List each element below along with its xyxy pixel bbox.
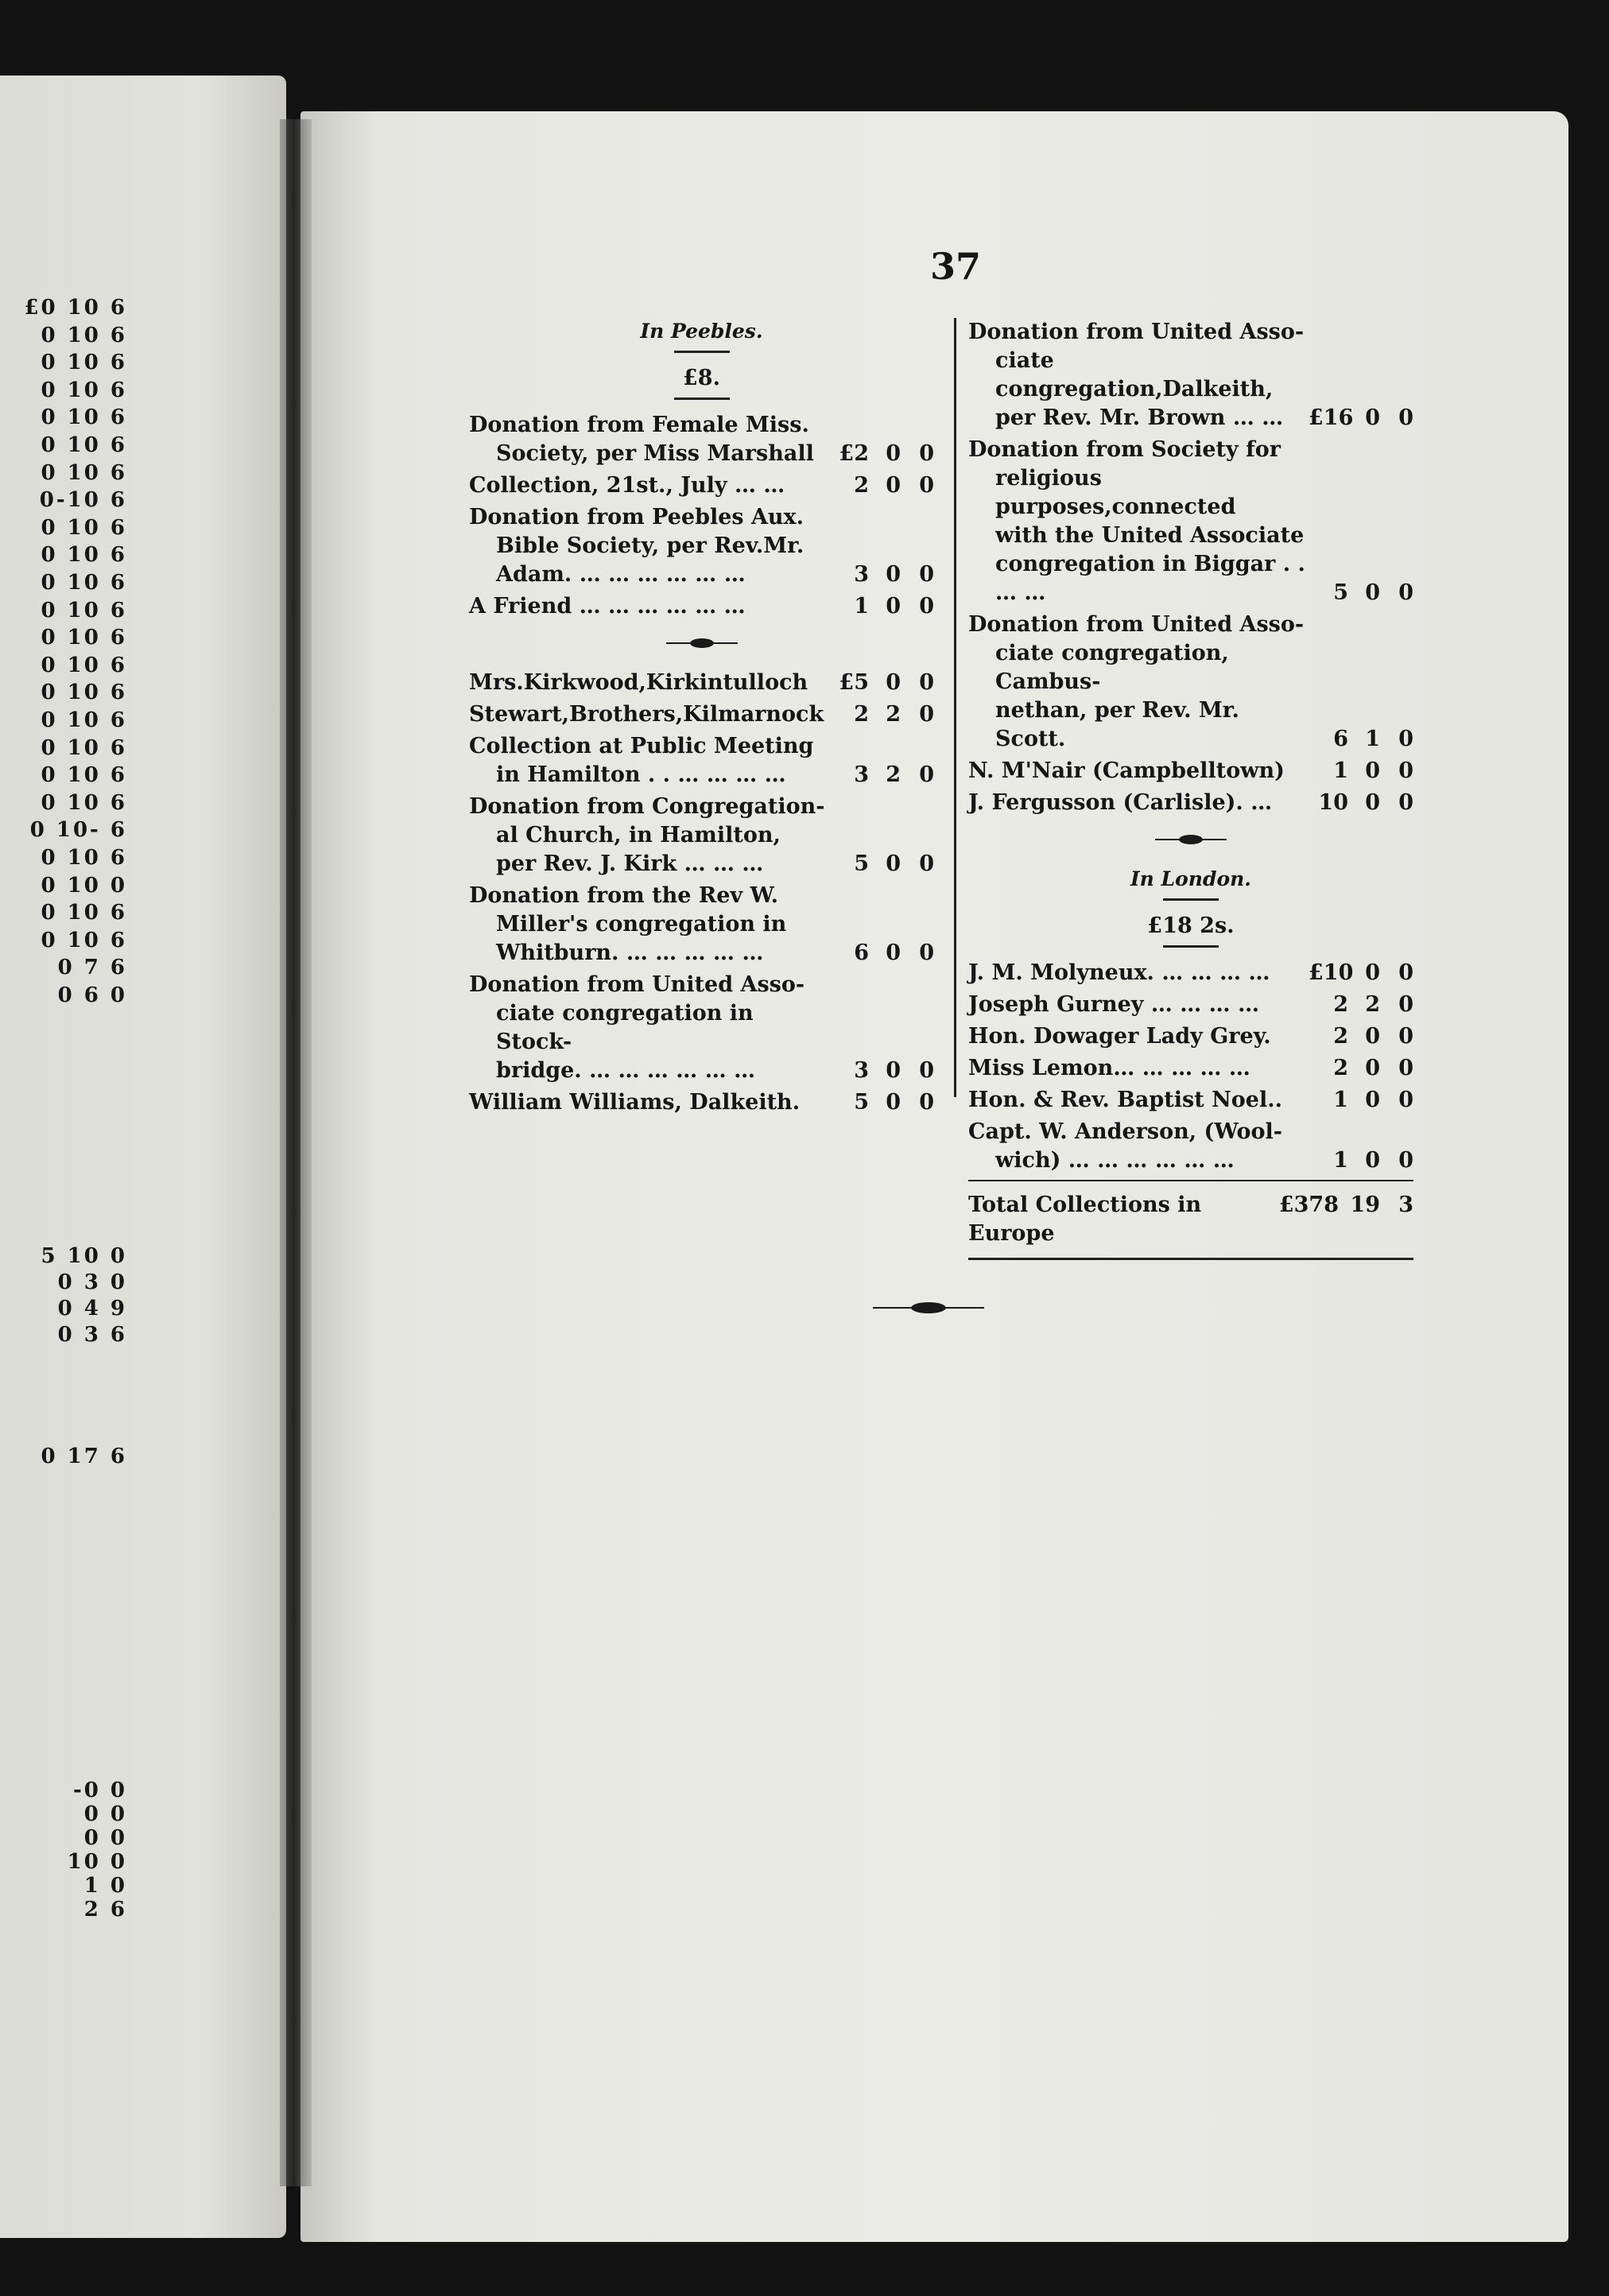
entry-description: [968, 959, 1309, 987]
entry-line: Donation from Female Miss.: [469, 413, 809, 437]
amount-shillings: 0: [1365, 758, 1380, 783]
entry-amount: [1309, 1054, 1413, 1083]
ledger-entry: [469, 732, 934, 789]
stub-amount: [0, 516, 127, 540]
amount-pounds: £378: [1278, 1193, 1339, 1217]
amount-pence: 0: [919, 473, 934, 498]
entry-description: [469, 971, 829, 1085]
amount-shillings: 0: [1365, 1148, 1380, 1173]
ledger-entry: [968, 1054, 1413, 1083]
entry-amount: [1309, 579, 1413, 607]
amount-pence: 0: [1398, 1024, 1413, 1049]
entry-line: Donation from Congregation-: [469, 794, 825, 819]
ledger-entry: [469, 793, 934, 878]
section-subtotal-london: £18 2s.: [1147, 913, 1235, 938]
entry-line: J. Fergusson (Carlisle). …: [968, 790, 1273, 815]
entry-amount: [829, 592, 934, 621]
amount-pounds: 3: [854, 562, 869, 587]
entry-line: Joseph Gurney … … … …: [968, 992, 1260, 1017]
stub-amount: [0, 626, 127, 650]
amount-pence: 0: [919, 562, 934, 587]
london-entry-list: [968, 959, 1413, 1175]
stub-amount: [0, 681, 127, 704]
amount-pence: 0: [1398, 790, 1413, 815]
entry-description: [968, 757, 1309, 785]
entry-description: [968, 991, 1309, 1019]
stub-amount: [0, 983, 127, 1007]
amount-shillings: 1: [1365, 727, 1380, 751]
stub-amount-text: 0 10 6: [41, 323, 127, 347]
page-number: 37: [930, 245, 982, 288]
entry-description: [968, 611, 1309, 754]
entry-amount: [1309, 725, 1413, 754]
amount-shillings: 0: [886, 1090, 901, 1115]
stub-amount-text: 0 4 9: [57, 1297, 127, 1321]
amount-pence: 0: [919, 702, 934, 727]
amount-pounds: 10: [1318, 790, 1348, 815]
amount-shillings: 0: [886, 670, 901, 695]
stub-amount: [0, 1244, 127, 1268]
donation-entry-list: [469, 669, 934, 1117]
amount-pence: 0: [919, 941, 934, 965]
stub-amount: [0, 1874, 127, 1898]
stub-amount-text: 0 6 0: [57, 983, 127, 1007]
amount-pence: 0: [1398, 727, 1413, 751]
stub-amount-text: 1 0: [83, 1874, 127, 1898]
stub-amount-text: 0 7 6: [57, 956, 127, 980]
entry-line: Society, per Miss Marshall: [496, 441, 814, 466]
stub-amount-text: -0 0: [72, 1778, 127, 1802]
amount-pence: 0: [1398, 960, 1413, 985]
stub-amount-text: 0 10 6: [41, 598, 127, 622]
entry-amount: [829, 669, 934, 697]
amount-shillings: 0: [1365, 580, 1380, 605]
stub-amount-text: 0 10 6: [41, 790, 127, 815]
entry-line: Donation from United Asso-: [469, 972, 805, 997]
amount-pence: 0: [919, 1090, 934, 1115]
amount-pounds: £10: [1309, 960, 1354, 985]
entry-line: in Hamilton . . … … … …: [496, 762, 786, 787]
amount-shillings: 0: [1365, 790, 1380, 815]
grand-total-row: [968, 1191, 1413, 1248]
entry-line: Adam. … … … … … …: [496, 562, 746, 587]
stub-amount: [0, 571, 127, 595]
stub-amount-text: 0 3 0: [57, 1270, 127, 1294]
entry-line: congregation in Biggar . . … …: [995, 552, 1305, 605]
subtotal-rule: [1163, 945, 1219, 948]
amount-shillings: 0: [886, 594, 901, 619]
entry-line: Miss Lemon… … … … …: [968, 1056, 1250, 1080]
stub-amount: [0, 378, 127, 402]
amount-pounds: £5: [839, 670, 869, 695]
stub-amount-text: 0 10 6: [41, 571, 127, 595]
amount-pounds: 1: [854, 594, 869, 619]
ledger-entry: [968, 1022, 1413, 1051]
entry-line: bridge. … … … … … …: [496, 1058, 756, 1083]
ledger-entry: [469, 471, 934, 500]
amount-pence: 0: [1398, 580, 1413, 605]
entry-description: [469, 793, 829, 878]
amount-pence: 0: [1398, 992, 1413, 1017]
stub-amount-text: 0 10 6: [41, 846, 127, 870]
ledger-entry: [968, 1086, 1413, 1115]
entry-amount: [1309, 991, 1413, 1019]
amount-pounds: 3: [854, 1058, 869, 1083]
stub-amount-text: 0 3 6: [57, 1323, 127, 1347]
amount-pounds: 2: [854, 702, 869, 727]
entry-line: Bible Society, per Rev.Mr.: [496, 533, 804, 558]
entry-line: ciate congregation, Cambus-: [995, 641, 1229, 694]
donation-entry-list-right: [968, 318, 1413, 817]
amount-pence: 0: [1398, 1088, 1413, 1112]
stub-amount-text: 2 6: [83, 1898, 127, 1922]
stub-amount: [0, 736, 127, 760]
stub-amount-text: 0 10 6: [41, 515, 127, 540]
entry-line: Collection at Public Meeting: [469, 734, 814, 758]
amount-pence: 0: [919, 670, 934, 695]
entry-description: [968, 1054, 1309, 1083]
entry-amount: [1309, 757, 1413, 785]
entry-amount: [1309, 789, 1413, 817]
entry-line: Hon. Dowager Lady Grey.: [968, 1024, 1271, 1049]
entry-description: [968, 1086, 1309, 1115]
section-subtotal-peebles: £8.: [683, 366, 720, 390]
entry-line: Mrs.Kirkwood,Kirkintulloch: [469, 670, 808, 695]
ledger-entry: [469, 882, 934, 968]
stub-amount-text: 0 10 6: [41, 928, 127, 952]
entry-line: Miller's congregation in: [496, 912, 787, 937]
stub-amount: [0, 818, 127, 842]
amount-shillings: 0: [1365, 960, 1380, 985]
ledger-entry: [968, 991, 1413, 1019]
stub-amount: [0, 1445, 127, 1468]
entry-line: wich) … … … … … …: [995, 1148, 1235, 1173]
stub-amount-text: 0 0: [83, 1826, 127, 1850]
amount-shillings: 0: [886, 941, 901, 965]
amount-pence: 0: [919, 594, 934, 619]
amount-pence: 0: [1398, 405, 1413, 430]
stub-amount-text: 0 10 6: [41, 543, 127, 568]
stub-amount: [0, 1802, 127, 1826]
entry-description: [469, 503, 829, 589]
section-heading-london: In London.: [1130, 867, 1252, 890]
entry-line: per Rev. J. Kirk … … …: [496, 851, 764, 876]
stub-amount: [0, 1270, 127, 1294]
entry-line: Capt. W. Anderson, (Wool-: [968, 1119, 1282, 1144]
stub-amount-text: 0 10 6: [41, 901, 127, 925]
entry-description: [469, 471, 829, 500]
section-ornament: [666, 638, 738, 648]
entry-line: Hon. & Rev. Baptist Noel..: [968, 1088, 1283, 1112]
entry-amount: [829, 850, 934, 878]
amount-pounds: 3: [854, 762, 869, 787]
amount-shillings: 0: [886, 473, 901, 498]
right-column: [968, 318, 1413, 1260]
section-ornament: [1155, 835, 1227, 844]
ledger-entry: [469, 1088, 934, 1117]
entry-line: J. M. Molyneux. … … … …: [968, 960, 1270, 985]
page-ornament: [873, 1302, 984, 1313]
stub-amount: [0, 874, 127, 898]
amount-pounds: 5: [854, 1090, 869, 1115]
stub-amount: [0, 1323, 127, 1347]
stub-amount-text: 0 10 6: [41, 405, 127, 430]
amount-pounds: 5: [854, 851, 869, 876]
amount-pounds: £16: [1309, 405, 1354, 430]
stub-amount-text: 0 0: [83, 1802, 127, 1826]
entry-line: Donation from Peebles Aux.: [469, 505, 804, 529]
amount-shillings: 0: [1365, 405, 1380, 430]
stub-amount: [0, 488, 127, 512]
ledger-entry: [968, 436, 1413, 607]
entry-description: [968, 789, 1309, 817]
stub-amount-text: 0 10 0: [41, 873, 127, 898]
entry-description: [968, 436, 1309, 607]
stub-amount: [0, 1778, 127, 1802]
stub-amount: [0, 1826, 127, 1850]
heading-rule: [1163, 898, 1219, 901]
amount-shillings: 0: [886, 1058, 901, 1083]
entry-amount: [1309, 1086, 1413, 1115]
entry-amount: [1309, 1022, 1413, 1051]
amount-pounds: 5: [1333, 580, 1348, 605]
ledger-entry: [968, 757, 1413, 785]
stub-amount: [0, 351, 127, 374]
amount-pence: 0: [919, 441, 934, 466]
entry-line: ciate congregation in Stock-: [496, 1001, 754, 1054]
section-heading-peebles: In Peebles.: [640, 320, 763, 343]
stub-amount: [0, 599, 127, 622]
entry-line: Donation from United Asso-: [968, 612, 1305, 637]
entry-line: N. M'Nair (Campbelltown): [968, 758, 1285, 783]
entry-amount: [829, 939, 934, 968]
amount-pence: 0: [919, 1058, 934, 1083]
ledger-entry: [469, 592, 934, 621]
entry-amount: [829, 1057, 934, 1085]
amount-pounds: 2: [854, 473, 869, 498]
amount-pence: 0: [1398, 758, 1413, 783]
stub-amount: [0, 461, 127, 485]
amount-pence: 3: [1398, 1193, 1413, 1217]
entry-line: Donation from the Rev W.: [469, 883, 779, 908]
subtotal-rule: [674, 398, 730, 400]
entry-description: [469, 411, 829, 468]
entry-amount: [1309, 1146, 1413, 1175]
amount-shillings: 0: [1365, 1056, 1380, 1080]
amount-shillings: 0: [1365, 1088, 1380, 1112]
amount-pounds: £2: [839, 441, 869, 466]
ledger-entry: [968, 959, 1413, 987]
stub-amount-text: 0 10 6: [41, 763, 127, 788]
stub-amount: [0, 708, 127, 732]
stub-amount-text: £0 10 6: [24, 296, 127, 320]
entry-line: ciate congregation,Dalkeith,: [995, 348, 1274, 401]
amount-pence: 0: [1398, 1148, 1413, 1173]
entry-line: al Church, in Hamilton,: [496, 823, 781, 847]
stub-amount-text: 0-10 6: [39, 488, 127, 513]
entry-amount: [829, 471, 934, 500]
grand-total-label: Total Collections in Europe: [968, 1193, 1202, 1246]
entry-amount: [829, 1088, 934, 1117]
amount-shillings: 0: [886, 441, 901, 466]
entry-description: [469, 732, 829, 789]
entry-line: Collection, 21st., July … …: [469, 473, 785, 498]
amount-shillings: 2: [1365, 992, 1380, 1017]
grand-total-amount: [1275, 1191, 1413, 1220]
amount-shillings: 2: [886, 762, 901, 787]
total-underline: [968, 1258, 1413, 1260]
entry-amount: [829, 440, 934, 468]
ledger-entry: [469, 411, 934, 468]
stub-amount: [0, 1898, 127, 1922]
ledger-entry: [968, 789, 1413, 817]
entry-description: [469, 669, 829, 697]
entry-amount: [1309, 404, 1413, 432]
amount-pounds: 2: [1333, 1024, 1348, 1049]
entry-amount: [829, 560, 934, 589]
amount-pence: 0: [1398, 1056, 1413, 1080]
stub-amount: [0, 846, 127, 870]
ledger-entry: [968, 611, 1413, 754]
stub-amount: [0, 324, 127, 347]
amount-pounds: 1: [1333, 758, 1348, 783]
amount-pounds: 6: [854, 941, 869, 965]
entry-line: Donation from Society for: [968, 437, 1281, 462]
stub-amount-text: 0 10 6: [41, 378, 127, 402]
entry-description: [968, 1118, 1309, 1175]
stub-amount: [0, 405, 127, 429]
amount-shillings: 19: [1350, 1193, 1380, 1217]
stub-amount: [0, 1850, 127, 1874]
amount-shillings: 0: [886, 562, 901, 587]
stub-amount: [0, 654, 127, 677]
entry-line: religious purposes,connected: [995, 466, 1236, 519]
ledger-entry: [469, 971, 934, 1085]
entry-amount: [829, 700, 934, 729]
stub-amount-text: 0 10 6: [41, 653, 127, 677]
ledger-entry: [968, 318, 1413, 432]
stub-amount-text: 5 10 0: [41, 1244, 127, 1268]
entry-line: nethan, per Rev. Mr. Scott.: [995, 698, 1239, 751]
amount-pounds: 2: [1333, 992, 1348, 1017]
stub-amount: [0, 543, 127, 567]
entry-line: A Friend … … … … … …: [469, 594, 746, 619]
ledger-entry: [469, 700, 934, 729]
entry-amount: [1309, 959, 1413, 987]
amount-pence: 0: [919, 762, 934, 787]
stub-amount-text: 0 10 6: [41, 626, 127, 650]
heading-rule: [674, 351, 730, 353]
stub-amount-text: 0 10- 6: [29, 818, 127, 843]
entry-line: Whitburn. … … … … …: [496, 941, 764, 965]
total-rule: [968, 1180, 1413, 1181]
entry-amount: [829, 761, 934, 789]
stub-amount: [0, 929, 127, 952]
entry-description: [968, 318, 1309, 432]
amount-shillings: 0: [1365, 1024, 1380, 1049]
entry-line: Donation from United Asso-: [968, 320, 1305, 344]
stub-amount-text: 10 0: [67, 1850, 127, 1874]
entry-description: [968, 1022, 1309, 1051]
stub-amount: [0, 763, 127, 787]
amount-pounds: 6: [1333, 727, 1348, 751]
stub-amount-text: 0 17 6: [41, 1445, 127, 1468]
stub-amount: [0, 791, 127, 815]
stub-amount-text: 0 10 6: [41, 681, 127, 705]
entry-line: William Williams, Dalkeith.: [469, 1090, 801, 1115]
amount-pounds: 2: [1333, 1056, 1348, 1080]
stub-amount-text: 0 10 6: [41, 351, 127, 375]
amount-shillings: 2: [886, 702, 901, 727]
entry-description: [469, 592, 829, 621]
entry-line: Stewart,Brothers,Kilmarnock: [469, 702, 824, 727]
stub-amount: [0, 956, 127, 979]
ledger-entry: [469, 669, 934, 697]
entry-line: with the United Associate: [995, 523, 1305, 548]
stub-amount: [0, 1297, 127, 1321]
column-divider: [954, 318, 956, 1097]
left-column: [469, 314, 934, 1120]
entry-description: [469, 700, 829, 729]
peebles-entry-list: [469, 411, 934, 621]
book-gutter: [280, 119, 312, 2186]
ledger-entry: [469, 503, 934, 589]
amount-shillings: 0: [886, 851, 901, 876]
entry-description: [469, 1088, 829, 1117]
entry-description: [469, 882, 829, 968]
stub-amount: [0, 901, 127, 925]
entry-line: per Rev. Mr. Brown … …: [995, 405, 1284, 430]
stub-amount-text: 0 10 6: [41, 433, 127, 457]
stub-amount: [0, 296, 127, 320]
amount-pounds: 1: [1333, 1088, 1348, 1112]
amount-pence: 0: [919, 851, 934, 876]
stub-amount: [0, 433, 127, 457]
stub-amount-text: 0 10 6: [41, 735, 127, 760]
stub-amount-text: 0 10 6: [41, 708, 127, 732]
stub-amount-text: 0 10 6: [41, 460, 127, 485]
ledger-entry: [968, 1118, 1413, 1175]
amount-pounds: 1: [1333, 1148, 1348, 1173]
